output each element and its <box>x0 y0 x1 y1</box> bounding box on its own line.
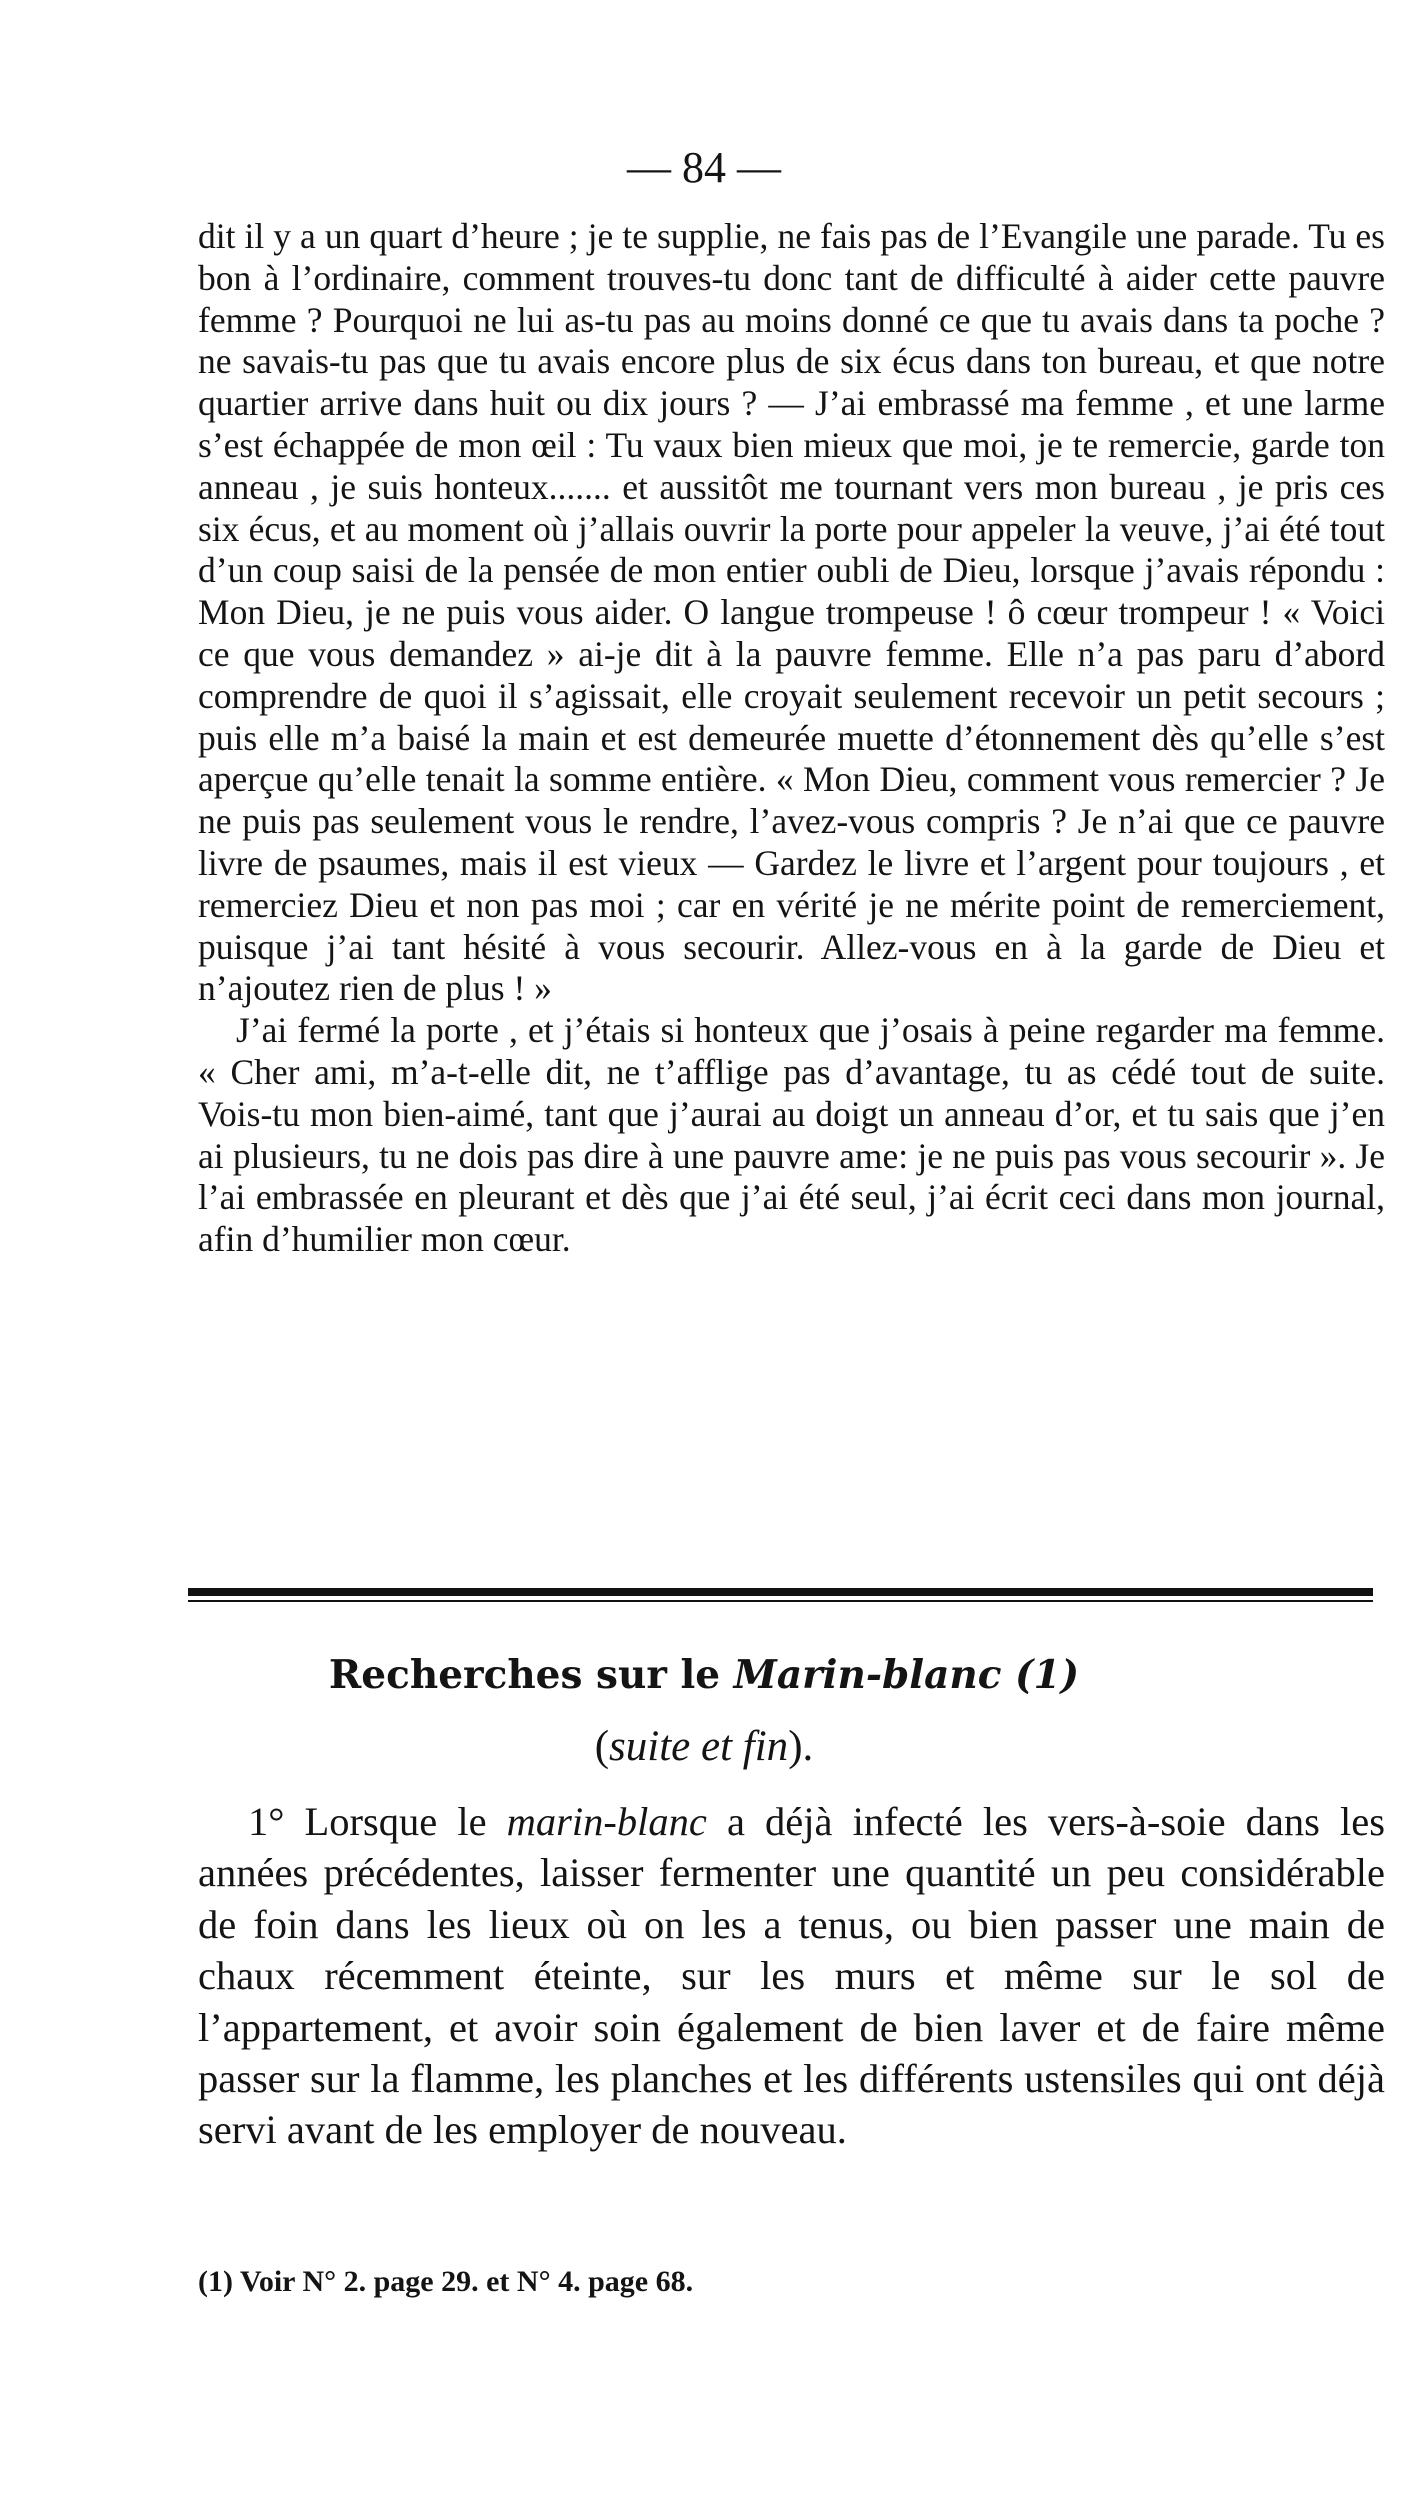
article-subtitle <box>0 1718 1408 1776</box>
article-paragraph-1 <box>198 1796 1385 2156</box>
article-paragraph-term: marin-blanc <box>506 1799 707 1844</box>
subtitle-text: suite et fin <box>609 1723 789 1770</box>
footnote: (1) Voir N° 2. page 29. et N° 4. page 68. <box>198 2265 694 2298</box>
text-column-upper <box>198 216 1385 1261</box>
subtitle-close-paren: ). <box>788 1723 814 1770</box>
article-title-lead: Recherches sur le <box>328 1652 734 1698</box>
section-divider <box>188 1588 1373 1602</box>
divider-thin-line <box>188 1600 1373 1602</box>
subtitle-open-paren: ( <box>594 1723 610 1770</box>
article-paragraph-lead: 1° Lorsque le <box>248 1799 507 1844</box>
article-title-term: Marin-blanc <box>733 1652 1002 1698</box>
article-title <box>0 1650 1408 1700</box>
page-number: — 84 — <box>627 143 781 192</box>
divider-thick-line <box>188 1588 1373 1596</box>
article-title-footnote-ref: (1) <box>1001 1652 1080 1698</box>
text-column-lower <box>198 1796 1385 2156</box>
paragraph-2: J’ai fermé la porte , et j’étais si honteux que j’osais à peine regarder ma femme. « Cher ami, m’a-t-elle dit, ne t’afflige pas d’avantage, tu as cédé tout de suite. Vois-tu mon bien-aimé, tant que j’aurai au doigt un anneau d’or, et tu sais que j’en ai plusieurs, tu ne dois pas dire à une pauvre ame: je ne puis pas vous secourir ». Je l’ai embrassée en pleurant et dès que j’ai été seul, j’ai écrit ceci dans mon journal, afin d’humilier mon cœur. <box>198 1010 1385 1260</box>
article-paragraph-rest: a déjà infecté les vers-à-soie dans les années précédentes, laisser fermenter une quantité un peu considérable de foin dans les lieux où on les a tenus, ou bien passer une main de chaux récemment éteinte, sur les murs et même sur le sol de l’appartement, et avoir soin également de bien laver et de faire même passer sur la flamme, les planches et les différents ustensiles qui ont déjà servi avant de les employer de nouveau. <box>198 1799 1385 2153</box>
paragraph-1: dit il y a un quart d’heure ; je te supplie, ne fais pas de l’Evangile une parade. Tu es bon à l’ordinaire, comment trouves-tu donc tant de difficulté à aider cette pauvre femme ? Pourquoi ne lui as-tu pas au moins donné ce que tu avais dans ta poche ? ne savais-tu pas que tu avais encore plus de six écus dans ton bureau, et que notre quartier arrive dans huit ou dix jours ? — J’ai embrassé ma femme , et une larme s’est échappée de mon œil : Tu vaux bien mieux que moi, je te remercie, garde ton anneau , je suis honteux....... et aussitôt me tournant vers mon bureau , je pris ces six écus, et au moment où j’allais ouvrir la porte pour appeler la veuve, j’ai été tout d’un coup saisi de la pensée de mon entier oubli de Dieu, lorsque j’avais répondu : Mon Dieu, je ne puis vous aider. O langue trompeuse ! ô cœur trompeur ! « Voici ce que vous demandez » ai-je dit à la pauvre femme. Elle n’a pas paru d’abord comprendre de quoi il s’agissait, elle croyait seulement recevoir un petit secours ; puis elle m’a baisé la main et est demeurée muette d’étonnement dès qu’elle s’est aperçue qu’elle tenait la somme entière. « Mon Dieu, comment vous remercier ? Je ne puis pas seulement vous le rendre, l’avez-vous compris ? Je n’ai que ce pauvre livre de psaumes, mais il est vieux — Gardez le livre et l’argent pour toujours , et remerciez Dieu et non pas moi ; car en vérité je ne mérite point de remerciement, puisque j’ai tant hésité à vous secourir. Allez-vous en à la garde de Dieu et n’ajoutez rien de plus ! » <box>198 216 1385 1009</box>
